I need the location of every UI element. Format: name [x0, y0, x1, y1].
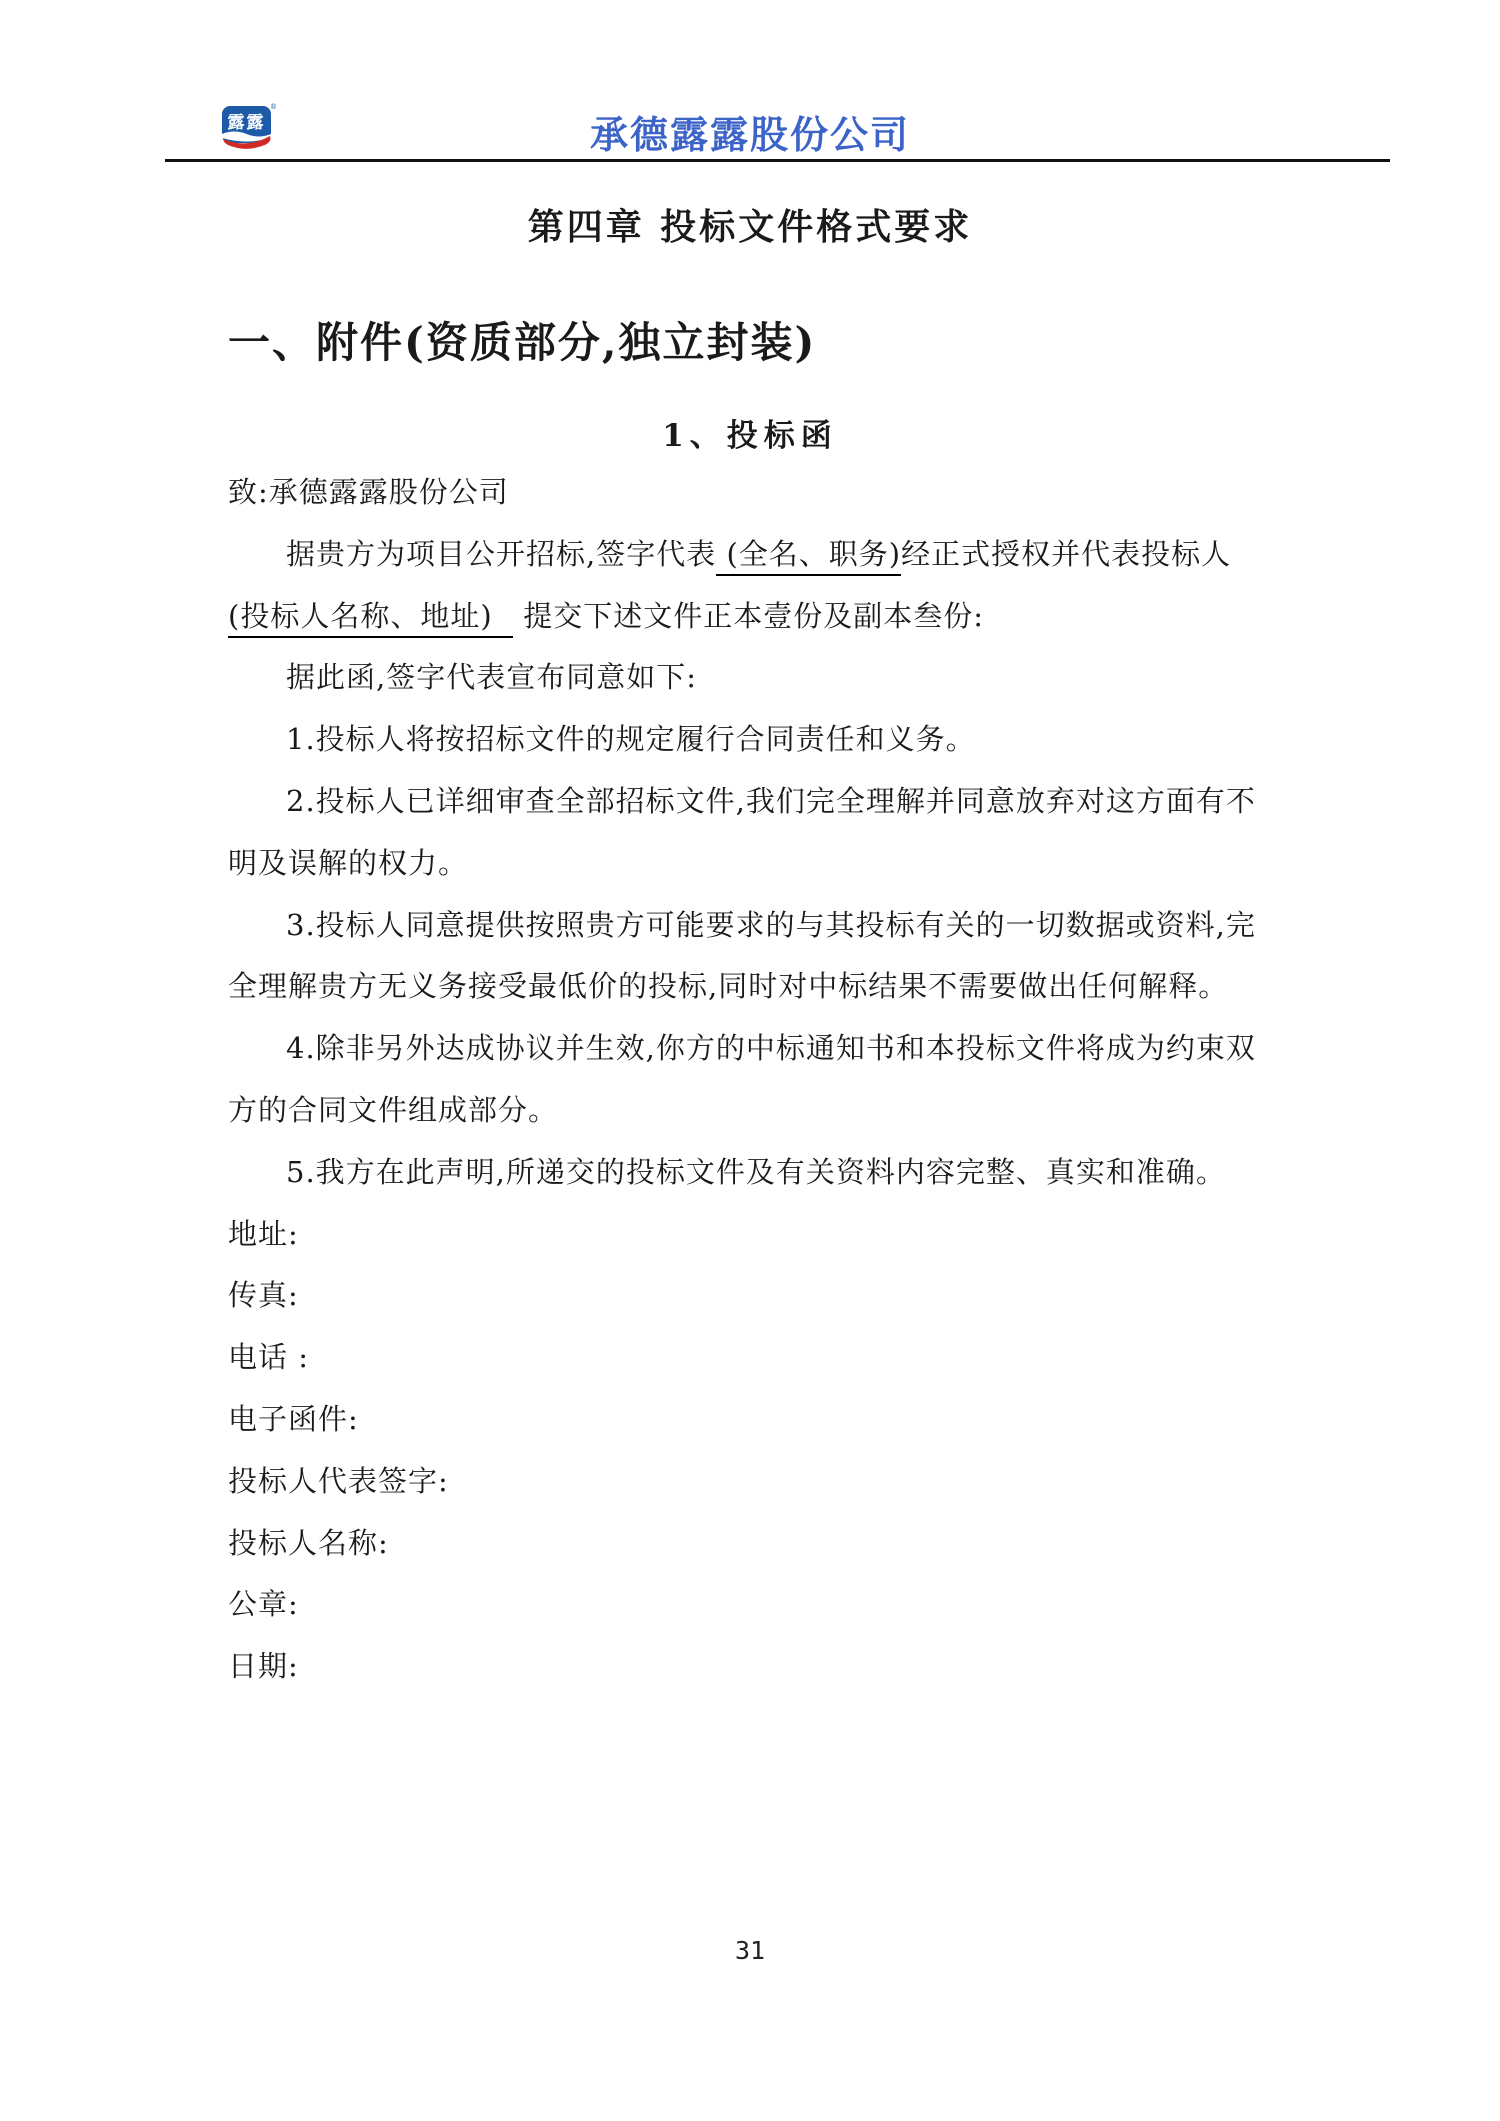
field-seal [228, 1574, 1363, 1636]
document-body [228, 462, 1363, 1698]
company-name: 承德露露股份公司 [589, 112, 910, 157]
text-segment: 据贵方为项目公开招标,签字代表 [286, 536, 717, 571]
text-segment: 提交下述文件正本壹份及副本叁份: [513, 598, 985, 633]
text-segment: 经正式授权并代表投标人 [901, 536, 1232, 571]
blank-underline: (全名、职务) [716, 537, 901, 576]
chapter-title: 第四章 投标文件格式要求 [527, 206, 973, 248]
field-email [228, 1389, 1363, 1451]
text-segment: 明及误解的权力。 [228, 845, 469, 880]
text-segment: 4.除非另外达成协议并生效,你方的中标通知书和本投标文件将成为约束双 [286, 1031, 1256, 1066]
paragraph-line [228, 895, 1363, 957]
text-segment: 3.投标人同意提供按照贵方可能要求的与其投标有关的一切数据或资料,完 [286, 907, 1256, 942]
text-segment: 5.我方在此声明,所递交的投标文件及有关资料内容完整、真实和准确。 [286, 1154, 1226, 1189]
section-heading: 一、附件(资质部分,独立封装) [228, 318, 817, 367]
text-segment: 1.投标人将按招标文件的规定履行合同责任和义务。 [286, 722, 976, 757]
registered-mark: ® [270, 103, 277, 111]
text-segment: 据此函,签字代表宣布同意如下: [286, 660, 697, 695]
blank-underline: (投标人名称、地址) [228, 599, 513, 638]
field-date [228, 1636, 1363, 1698]
header-rule [165, 159, 1390, 162]
paragraph-line [228, 586, 1363, 648]
text-segment: 日期: [228, 1649, 299, 1684]
paragraph-line [228, 771, 1363, 833]
paragraph-line [228, 709, 1363, 771]
paragraph-line [228, 462, 1363, 524]
page-number: 31 [734, 1936, 766, 1965]
paragraph-line [228, 1080, 1363, 1142]
text-segment: 全理解贵方无义务接受最低价的投标,同时对中标结果不需要做出任何解释。 [228, 969, 1229, 1004]
text-segment: 电子函件: [228, 1401, 359, 1436]
text-segment: 投标人名称: [228, 1525, 389, 1560]
text-segment: 地址: [228, 1216, 299, 1251]
field-address [228, 1204, 1363, 1266]
text-segment: 电话 : [228, 1340, 309, 1375]
subsection-title: 1、投标函 [662, 418, 838, 454]
text-segment: 2.投标人已详细审查全部招标文件,我们完全理解并同意放弃对这方面有不 [286, 783, 1256, 818]
text-segment: 传真: [228, 1278, 299, 1313]
field-phone [228, 1327, 1363, 1389]
logo-characters: 露露 [227, 113, 266, 133]
field-bidder-name [228, 1513, 1363, 1575]
paragraph-line [228, 524, 1363, 586]
text-segment: 致:承德露露股份公司 [228, 475, 509, 509]
text-segment: 公章: [228, 1587, 299, 1622]
paragraph-line [228, 833, 1363, 895]
page-footer [0, 1936, 1500, 1965]
paragraph-line [228, 647, 1363, 709]
paragraph-line [228, 956, 1363, 1018]
paragraph-line [228, 1018, 1363, 1080]
field-fax [228, 1265, 1363, 1327]
text-segment: 投标人代表签字: [228, 1463, 449, 1498]
field-representative-signature [228, 1451, 1363, 1513]
paragraph-line [228, 1142, 1363, 1204]
text-segment: 方的合同文件组成部分。 [228, 1092, 559, 1127]
